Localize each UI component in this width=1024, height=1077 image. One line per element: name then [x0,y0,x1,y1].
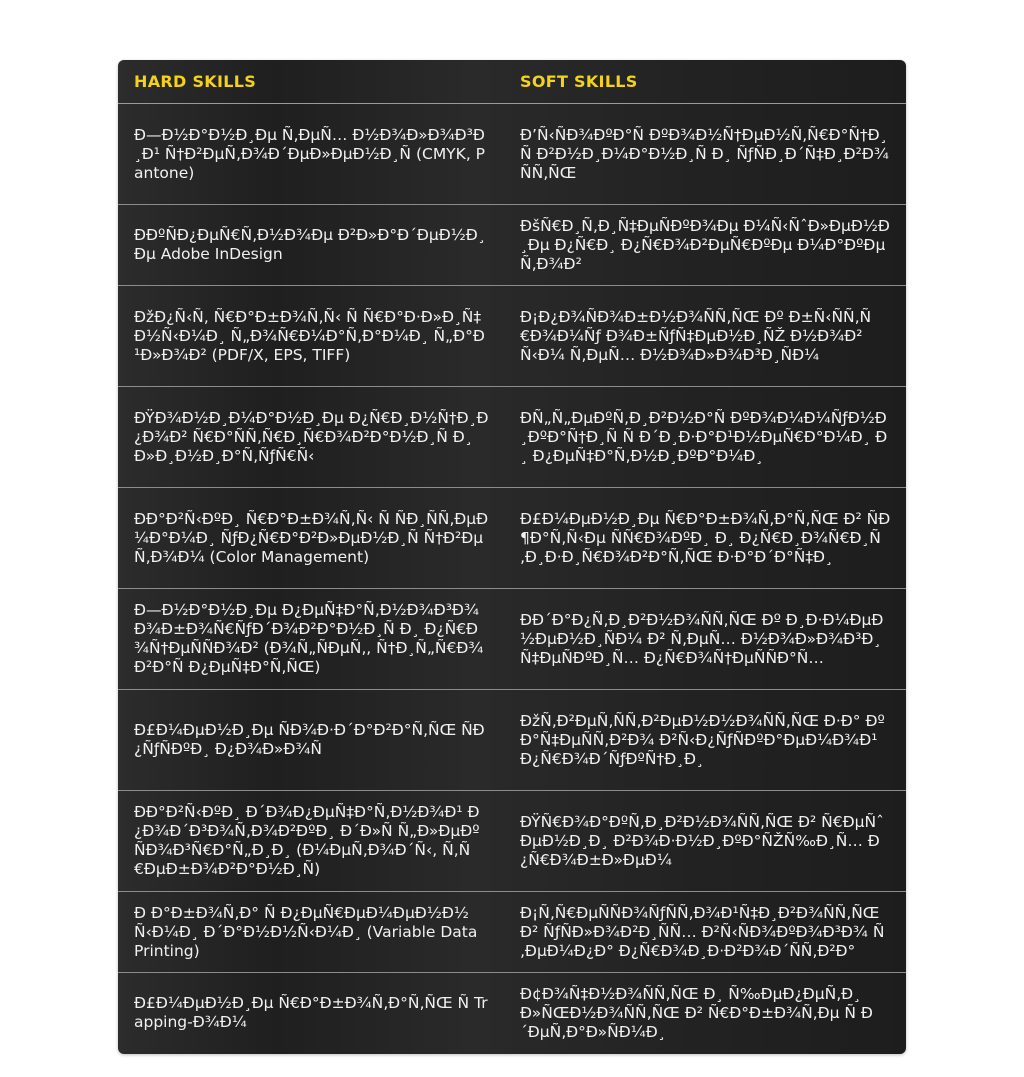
soft-skill-cell: ÐŸÑ€Ð¾Ð°ÐºÑ‚Ð¸Ð²Ð½Ð¾ÑÑ‚ÑŒ Ð² Ñ€ÐµÑˆÐµÐ½Ð¸Ð¸ Ð²Ð¾Ð·Ð½Ð¸ÐºÐ°ÑŽÑ‰Ð¸Ñ… Ð¿Ñ€Ð¾Ð±Ð»ÐµÐ¼ [504,791,906,892]
header-row [118,60,906,104]
skills-table [118,60,906,1054]
table-row [118,892,906,973]
soft-skill-cell: Ð¡Ð¿Ð¾ÑÐ¾Ð±Ð½Ð¾ÑÑ‚ÑŒ Ðº Ð±Ñ‹ÑÑ‚Ñ€Ð¾Ð¼Ñƒ Ð¾Ð±ÑƒÑ‡ÐµÐ½Ð¸ÑŽ Ð½Ð¾Ð²Ñ‹Ð¼ Ñ‚ÐµÑ… Ð½Ð¾Ð»Ð¾Ð³Ð¸ÑÐ¼ [504,286,906,387]
hard-skill-cell: Ð£Ð¼ÐµÐ½Ð¸Ðµ ÑÐ¾Ð·Ð´Ð°Ð²Ð°Ñ‚ÑŒ ÑÐ¿ÑƒÑÐºÐ¸ Ð¿Ð¾Ð»Ð¾Ñ [118,690,504,791]
table-row [118,104,906,205]
soft-skill-cell: Ð’Ñ‹ÑÐ¾ÐºÐ°Ñ ÐºÐ¾Ð½Ñ†ÐµÐ½Ñ‚Ñ€Ð°Ñ†Ð¸Ñ Ð²Ð½Ð¸Ð¼Ð°Ð½Ð¸Ñ Ð¸ ÑƒÑÐ¸Ð´Ñ‡Ð¸Ð²Ð¾ÑÑ‚ÑŒ [504,104,906,205]
soft-skill-cell: ÐžÑ‚Ð²ÐµÑ‚ÑÑ‚Ð²ÐµÐ½Ð½Ð¾ÑÑ‚ÑŒ Ð·Ð° ÐºÐ°Ñ‡ÐµÑÑ‚Ð²Ð¾ Ð²Ñ‹Ð¿ÑƒÑÐºÐ°ÐµÐ¼Ð¾Ð¹ Ð¿Ñ€Ð¾Ð´ÑƒÐºÑ†Ð¸Ð¸ [504,690,906,791]
hard-skill-cell: ÐÐ°Ð²Ñ‹ÐºÐ¸ Ð´Ð¾Ð¿ÐµÑ‡Ð°Ñ‚Ð½Ð¾Ð¹ Ð¿Ð¾Ð´Ð³Ð¾Ñ‚Ð¾Ð²ÐºÐ¸ Ð´Ð»Ñ Ñ„Ð»ÐµÐºÑÐ¾Ð³Ñ€Ð°Ñ„Ð¸Ð¸ (Ð¼ÐµÑ‚Ð¾Ð´Ñ‹, Ñ‚Ñ€ÐµÐ±Ð¾Ð²Ð°Ð½Ð¸Ñ) [118,791,504,892]
hard-skill-cell: ÐÐ°Ð²Ñ‹ÐºÐ¸ Ñ€Ð°Ð±Ð¾Ñ‚Ñ‹ Ñ ÑÐ¸ÑÑ‚ÐµÐ¼Ð°Ð¼Ð¸ ÑƒÐ¿Ñ€Ð°Ð²Ð»ÐµÐ½Ð¸Ñ Ñ†Ð²ÐµÑ‚Ð¾Ð¼ (Color Management) [118,488,504,589]
skills-table-body [118,104,906,1054]
hard-skill-cell: ÐžÐ¿Ñ‹Ñ‚ Ñ€Ð°Ð±Ð¾Ñ‚Ñ‹ Ñ Ñ€Ð°Ð·Ð»Ð¸Ñ‡Ð½Ñ‹Ð¼Ð¸ Ñ„Ð¾Ñ€Ð¼Ð°Ñ‚Ð°Ð¼Ð¸ Ñ„Ð°Ð¹Ð»Ð¾Ð² (PDF/X, EPS, TIFF) [118,286,504,387]
skills-table-card [118,60,906,1054]
hard-skill-cell: ÐŸÐ¾Ð½Ð¸Ð¼Ð°Ð½Ð¸Ðµ Ð¿Ñ€Ð¸Ð½Ñ†Ð¸Ð¿Ð¾Ð² Ñ€Ð°ÑÑ‚Ñ€Ð¸Ñ€Ð¾Ð²Ð°Ð½Ð¸Ñ Ð¸ Ð»Ð¸Ð½Ð¸Ð°Ñ‚ÑƒÑ€Ñ‹ [118,387,504,488]
table-row [118,488,906,589]
hard-skill-cell: Ð Ð°Ð±Ð¾Ñ‚Ð° Ñ Ð¿ÐµÑ€ÐµÐ¼ÐµÐ½Ð½Ñ‹Ð¼Ð¸ Ð´Ð°Ð½Ð½Ñ‹Ð¼Ð¸ (Variable Data Printing) [118,892,504,973]
table-row [118,286,906,387]
soft-skill-cell: Ð¢Ð¾Ñ‡Ð½Ð¾ÑÑ‚ÑŒ Ð¸ Ñ‰ÐµÐ¿ÐµÑ‚Ð¸Ð»ÑŒÐ½Ð¾ÑÑ‚ÑŒ Ð² Ñ€Ð°Ð±Ð¾Ñ‚Ðµ Ñ Ð´ÐµÑ‚Ð°Ð»ÑÐ¼Ð¸ [520,984,873,1041]
soft-skill-cell: ÐÐ´Ð°Ð¿Ñ‚Ð¸Ð²Ð½Ð¾ÑÑ‚ÑŒ Ðº Ð¸Ð·Ð¼ÐµÐ½ÐµÐ½Ð¸ÑÐ¼ Ð² Ñ‚ÐµÑ… Ð½Ð¾Ð»Ð¾Ð³Ð¸Ñ‡ÐµÑÐºÐ¸Ñ… Ð¿Ñ€Ð¾Ñ†ÐµÑÑÐ°Ñ… [504,589,906,690]
table-row [118,973,906,1054]
skills-table-header [118,60,906,104]
hard-skills-heading: HARD SKILLS [118,60,504,104]
table-row [118,791,906,892]
table-row [118,589,906,690]
table-row [118,690,906,791]
table-row [118,205,906,286]
soft-skills-heading: SOFT SKILLS [504,60,906,104]
soft-skill-cell: Ð£Ð¼ÐµÐ½Ð¸Ðµ Ñ€Ð°Ð±Ð¾Ñ‚Ð°Ñ‚ÑŒ Ð² ÑÐ¶Ð°Ñ‚Ñ‹Ðµ ÑÑ€Ð¾ÐºÐ¸ Ð¸ Ð¿Ñ€Ð¸Ð¾Ñ€Ð¸Ñ‚Ð¸Ð·Ð¸Ñ€Ð¾Ð²Ð°Ñ‚ÑŒ Ð·Ð°Ð´Ð°Ñ‡Ð¸ [504,488,906,589]
soft-skill-cell: ÐÑ„Ñ„ÐµÐºÑ‚Ð¸Ð²Ð½Ð°Ñ ÐºÐ¾Ð¼Ð¼ÑƒÐ½Ð¸ÐºÐ°Ñ†Ð¸Ñ Ñ Ð´Ð¸Ð·Ð°Ð¹Ð½ÐµÑ€Ð°Ð¼Ð¸ Ð¸ Ð¿ÐµÑ‡Ð°Ñ‚Ð½Ð¸ÐºÐ°Ð¼Ð¸ [504,387,906,488]
hard-skill-cell: Ð—Ð½Ð°Ð½Ð¸Ðµ Ð¿ÐµÑ‡Ð°Ñ‚Ð½Ð¾Ð³Ð¾ Ð¾Ð±Ð¾Ñ€ÑƒÐ´Ð¾Ð²Ð°Ð½Ð¸Ñ Ð¸ Ð¿Ñ€Ð¾Ñ†ÐµÑÑÐ¾Ð² (Ð¾Ñ„ÑÐµÑ‚, Ñ†Ð¸Ñ„Ñ€Ð¾Ð²Ð°Ñ Ð¿ÐµÑ‡Ð°Ñ‚ÑŒ) [118,589,504,690]
hard-skill-cell: ÐÐºÑÐ¿ÐµÑ€Ñ‚Ð½Ð¾Ðµ Ð²Ð»Ð°Ð´ÐµÐ½Ð¸Ðµ Adobe InDesign [118,205,504,286]
soft-skill-cell: ÐšÑ€Ð¸Ñ‚Ð¸Ñ‡ÐµÑÐºÐ¾Ðµ Ð¼Ñ‹ÑˆÐ»ÐµÐ½Ð¸Ðµ Ð¿Ñ€Ð¸ Ð¿Ñ€Ð¾Ð²ÐµÑ€ÐºÐµ Ð¼Ð°ÐºÐµÑ‚Ð¾Ð² [504,205,906,286]
soft-skill-cell: Ð¡Ñ‚Ñ€ÐµÑÑÐ¾ÑƒÑÑ‚Ð¾Ð¹Ñ‡Ð¸Ð²Ð¾ÑÑ‚ÑŒ Ð² ÑƒÑÐ»Ð¾Ð²Ð¸ÑÑ… Ð²Ñ‹ÑÐ¾ÐºÐ¾Ð³Ð¾ Ñ‚ÐµÐ¼Ð¿Ð° Ð¿Ñ€Ð¾Ð¸Ð·Ð²Ð¾Ð´ÑÑ‚Ð²Ð° [504,892,906,973]
hard-skill-cell: Ð—Ð½Ð°Ð½Ð¸Ðµ Ñ‚ÐµÑ… Ð½Ð¾Ð»Ð¾Ð³Ð¸Ð¹ Ñ†Ð²ÐµÑ‚Ð¾Ð´ÐµÐ»ÐµÐ½Ð¸Ñ (CMYK, Pantone) [118,104,504,205]
table-row [118,387,906,488]
hard-skill-cell: Ð£Ð¼ÐµÐ½Ð¸Ðµ Ñ€Ð°Ð±Ð¾Ñ‚Ð°Ñ‚ÑŒ Ñ Trapping-Ð¾Ð¼ [134,994,488,1032]
